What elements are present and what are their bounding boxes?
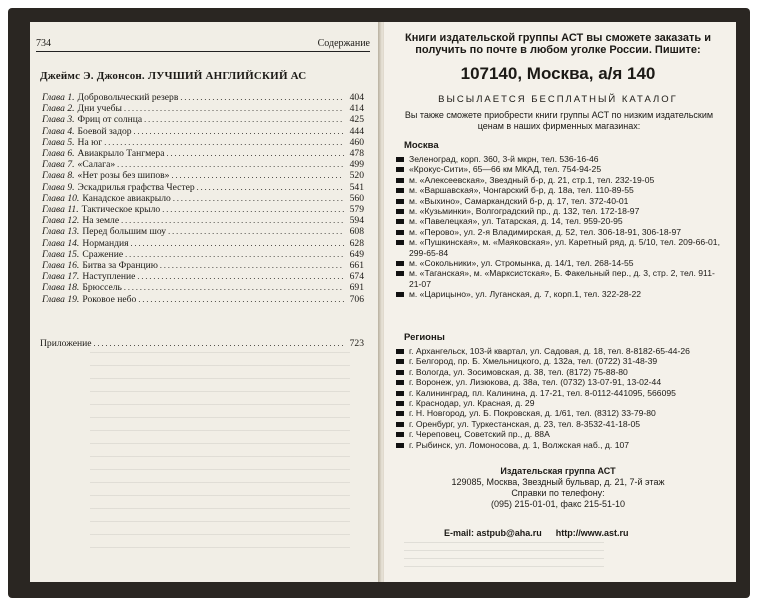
store-address: м. «Сокольники», ул. Стромынка, д. 14/1, тел. 268-14-55 [409,258,634,269]
publisher-name: Издательская группа АСТ [500,466,616,476]
chapter-title: «Нет розы без шипов» [77,170,170,182]
chapter-page: 706 [349,293,364,305]
toc-row [42,249,364,260]
store-list-item [396,398,726,408]
running-head-title: Содержание [317,38,370,49]
store-list-item [396,185,726,195]
bullet-square-icon [396,188,404,193]
bleed-through-text [90,352,350,552]
bullet-square-icon [396,157,404,162]
store-list-item [396,258,726,268]
chapter-label: Глава 4. [42,125,75,137]
bullet-square-icon [396,349,404,354]
chapter-page: 541 [349,181,364,193]
chapter-label: Глава 17. [42,271,80,283]
chapter-label: Глава 10. [42,192,80,204]
store-list-item [396,388,726,398]
book-title: Джеймс Э. Джонсон. ЛУЧШИЙ АНГЛИЙСКИЙ АС [40,70,307,82]
store-address: г. Архангельск, 103-й квартал, ул. Садовая, д. 18, тел. 8-8182-65-44-26 [409,346,690,356]
regions-heading: Регионы [404,332,445,343]
chapter-title: Брюссель [82,282,122,294]
bullet-square-icon [396,359,404,364]
bullet-square-icon [396,401,404,406]
bullet-square-icon [396,209,404,214]
email-link[interactable]: E-mail: astpub@aha.ru [444,528,542,538]
chapter-title: Перед большим шоу [82,226,167,238]
chapter-label: Глава 15. [42,248,80,260]
bullet-square-icon [396,432,404,437]
store-list-item [396,440,726,450]
chapter-page: 520 [349,170,364,182]
website-link[interactable]: http://www.ast.ru [555,528,629,538]
toc-row [42,137,364,148]
chapter-page: 661 [349,260,364,272]
chapter-title: На земле [82,215,120,227]
bullet-square-icon [396,261,404,266]
chapter-page: 608 [349,226,364,238]
chapter-title: Роковое небо [82,293,137,305]
store-list-item [396,216,726,226]
chapter-title: Тактическое крыло [81,204,161,216]
toc-row [42,159,364,170]
chapter-page: 649 [349,248,364,260]
bullet-square-icon [396,411,404,416]
running-head [36,38,370,52]
toc-row [42,182,364,193]
store-address: м. «Павелецкая», ул. Татарская, д. 14, тел. 959-20-95 [409,216,623,227]
store-address: г. Оренбург, ул. Туркестанская, д. 23, тел. 8-3532-41-18-05 [409,418,641,429]
chapter-label: Глава 11. [42,204,79,216]
publisher-block [394,466,722,510]
chapter-label: Глава 1. [42,92,75,103]
toc-row [42,103,364,114]
chapter-title: «Салага» [77,159,116,171]
chapter-page: 594 [349,215,364,227]
chapter-label: Глава 13. [42,226,80,238]
appendix-title: Приложение [40,338,92,349]
store-list-item [396,408,726,418]
chapter-title: На юг [77,136,103,148]
chapter-label: Глава 7. [42,159,75,171]
publisher-address: 129085, Москва, Звездный бульвар, д. 21, 7-й этаж [451,477,665,487]
toc-row [42,92,364,103]
bullet-square-icon [396,178,404,183]
chapter-page: 499 [349,159,364,171]
toc-row [42,271,364,282]
chapter-page: 628 [349,237,364,249]
phone-numbers: (095) 215-01-01, факс 215-51-10 [490,499,626,509]
page-number: 734 [36,38,51,49]
chapter-page: 560 [349,192,364,204]
stores-intro: Вы также сможете приобрести книги группы АСТ по низким издательским ценам в наших фирменных магазинах: [404,110,714,131]
toc-row [42,148,364,159]
toc-row [42,215,364,226]
store-list-item [396,164,726,174]
store-address: м. «Выхино», Самаркандский б-р, д. 17, тел. 372-40-01 [409,195,629,206]
chapter-title: Добровольческий резерв [77,92,179,103]
store-address: г. Воронеж, ул. Лизюкова, д. 38а, тел. (0732) 13-07-91, 13-02-44 [409,377,662,388]
store-address: г. Краснодар, ул. Красная, д. 29 [409,398,535,409]
store-address: «Крокус-Сити», 65—66 км МКАД, тел. 754-94-25 [409,164,602,175]
bullet-square-icon [396,271,404,276]
toc-row [42,193,364,204]
store-list-item [396,268,726,289]
toc-row [42,114,364,125]
store-list-item [396,196,726,206]
chapter-title: Фриц от солнца [77,114,143,126]
moscow-stores-list [396,154,726,300]
chapter-title: Дни учебы [77,103,122,115]
chapter-title: Нормандия [82,237,129,249]
chapter-title: Эскадрилья графства Честер [77,181,195,193]
regions-stores-list [396,346,726,450]
appendix-page: 723 [349,338,364,349]
bullet-square-icon [396,391,404,396]
store-address: г. Вологда, ул. Зосимовская, д. 38, тел. (8172) 75-88-80 [409,366,628,377]
chapter-page: 674 [349,271,364,283]
store-list-item [396,154,726,164]
bullet-square-icon [396,422,404,427]
mail-address: 107140, Москва, а/я 140 [460,64,656,83]
toc-row [42,170,364,181]
store-list-item [396,237,726,258]
chapter-label: Глава 2. [42,103,75,115]
moscow-heading: Москва [404,140,439,151]
bullet-square-icon [396,292,404,297]
bullet-square-icon [396,370,404,375]
chapter-label: Глава 5. [42,136,75,148]
chapter-page: 691 [349,282,364,294]
store-list-item [396,175,726,185]
catalog-note: ВЫСЫЛАЕТСЯ БЕСПЛАТНЫЙ КАТАЛОГ [438,94,678,105]
toc-row [42,282,364,293]
chapter-title: Канадское авиакрыло [82,192,171,204]
bullet-square-icon [396,230,404,235]
bullet-square-icon [396,240,404,245]
chapter-label: Глава 3. [42,114,75,126]
bullet-square-icon [396,199,404,204]
right-page [384,22,736,582]
store-address: г. Белгород, пр. Б. Хмельницкого, д. 132а, тел. (0722) 31-48-39 [409,356,658,367]
chapter-label: Глава 16. [42,260,80,272]
chapter-page: 460 [349,136,364,148]
toc-row [42,226,364,237]
chapter-page: 444 [349,125,364,137]
store-list-item [396,367,726,377]
phone-label: Справки по телефону: [511,488,605,498]
toc-row [42,238,364,249]
store-address: м. «Пушкинская», м. «Маяковская», ул. Каретный ряд, д. 5/10, тел. 209-66-01, 299-65-84 [409,237,720,258]
left-page [30,22,381,582]
store-list-item [396,419,726,429]
store-address: м. «Таганская», м. «Марксистская», Б. Факельный пер., д. 3, стр. 2, тел. 911-21-07 [409,268,715,289]
bullet-square-icon [396,219,404,224]
store-address: г. Рыбинск, ул. Ломоносова, д. 1, Волжская наб., д. 107 [409,439,630,450]
store-list-item [396,227,726,237]
table-of-contents [42,92,364,305]
chapter-label: Глава 9. [42,181,75,193]
chapter-page: 478 [349,148,364,160]
store-address: г. Калининград, пл. Калинина, д. 17-21, тел. 8-0112-441095, 566095 [409,387,676,398]
store-list-item [396,429,726,439]
store-list-item [396,377,726,387]
chapter-label: Глава 18. [42,282,80,294]
toc-row [42,260,364,271]
chapter-page: 579 [349,204,364,216]
store-address: г. Череповец, Советский пр., д. 88А [409,429,550,440]
chapter-title: Битва за Францию [82,260,158,272]
store-address: м. «Царицыно», ул. Луганская, д. 7, корп.1, тел. 322-28-22 [409,289,642,300]
chapter-page: 414 [349,103,364,115]
chapter-label: Глава 8. [42,170,75,182]
store-address: м. «Перово», ул. 2-я Владимирская, д. 52, тел. 306-18-91, 306-18-97 [409,226,682,237]
chapter-label: Глава 14. [42,237,80,249]
bullet-square-icon [396,380,404,385]
chapter-title: Боевой задор [77,125,132,137]
bullet-square-icon [396,443,404,448]
appendix-row [40,338,364,349]
store-address: м. «Алексеевская», Звездный б-р, д. 21, стр.1, тел. 232-19-05 [409,174,655,185]
toc-row [42,294,364,305]
store-address: м. «Кузьминки», Волгоградский пр., д. 132, тел. 172-18-97 [409,206,640,217]
chapter-page: 404 [349,92,364,103]
order-header: Книги издательской группы АСТ вы сможете заказать и получить по почте в любом уголке России. Пишите: [405,32,711,56]
chapter-label: Глава 6. [42,148,75,160]
contact-line [444,528,696,538]
chapter-page: 425 [349,114,364,126]
store-address: Зеленоград, корп. 360, 3-й мкрн, тел. 536-16-46 [409,154,599,164]
chapter-title: Наступление [82,271,136,283]
store-list-item [396,289,726,299]
toc-row [42,204,364,215]
toc-row [42,126,364,137]
store-list-item [396,206,726,216]
chapter-label: Глава 19. [42,293,80,305]
store-address: м. «Варшавская», Чонгарский б-р, д. 18а, тел. 110-89-55 [409,185,634,196]
bullet-square-icon [396,167,404,172]
chapter-label: Глава 12. [42,215,80,227]
chapter-title: Авиакрыло Тангмера [77,148,165,160]
store-address: г. Н. Новгород, ул. Б. Покровская, д. 1/61, тел. (8312) 33-79-80 [409,408,656,419]
store-list-item [396,346,726,356]
chapter-title: Сражение [82,248,124,260]
store-list-item [396,356,726,366]
bleed-through-text [404,542,604,572]
